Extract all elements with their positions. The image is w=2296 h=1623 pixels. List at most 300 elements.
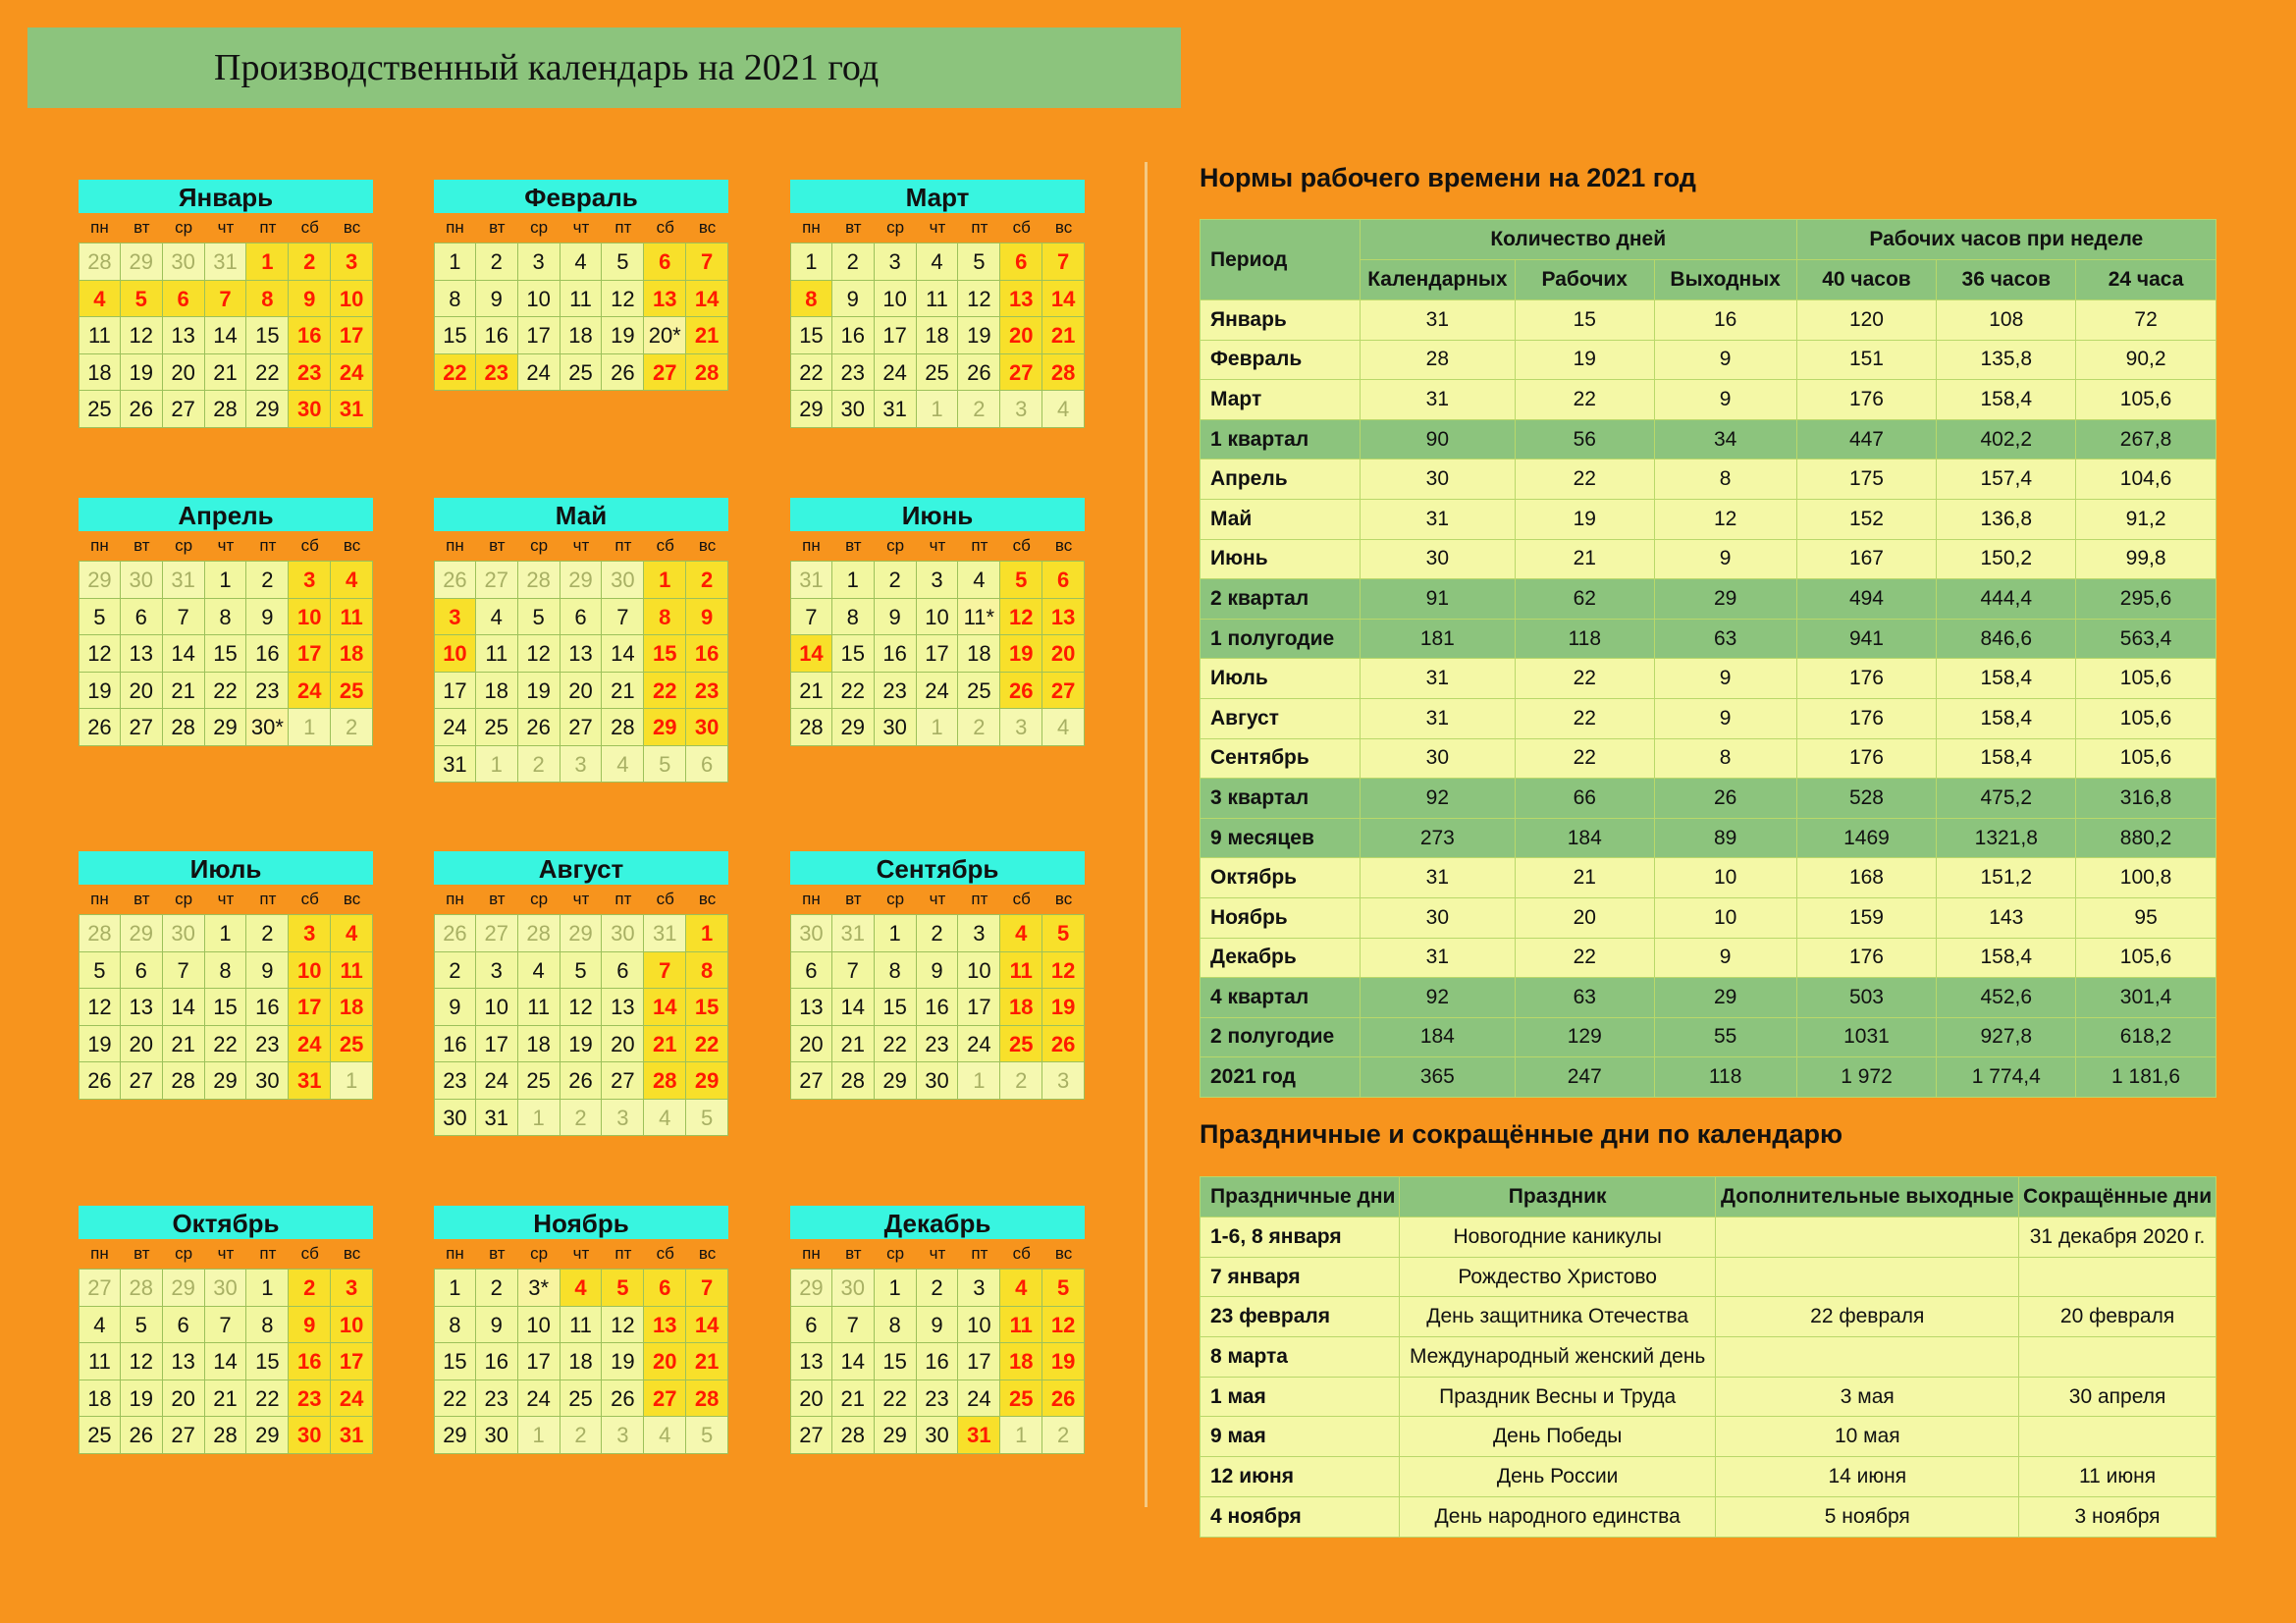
day-cell: 10 <box>518 281 561 318</box>
holiday-header: Праздничные дни <box>1201 1177 1400 1217</box>
day-cell: 30 <box>476 1417 518 1454</box>
day-cell: 1 <box>518 1417 561 1454</box>
day-cell: 30 <box>917 1062 959 1100</box>
day-cell: 5 <box>686 1417 728 1454</box>
value-cell: 267,8 <box>2076 419 2216 460</box>
day-cell: 7 <box>832 1307 875 1344</box>
day-cell: 12 <box>79 635 121 673</box>
holiday-cell: 22 февраля <box>1716 1297 2019 1337</box>
weekday-label: ср <box>886 1244 905 1263</box>
value-cell: 880,2 <box>2076 818 2216 858</box>
day-cell: 17 <box>289 989 331 1026</box>
day-cell: 5 <box>121 1307 163 1344</box>
day-cell: 29 <box>205 1062 247 1100</box>
weekday-label: ср <box>530 890 549 908</box>
weekday-label: пн <box>90 890 109 908</box>
day-cell: 25 <box>561 1380 603 1418</box>
day-cell: 5 <box>518 599 561 636</box>
day-cell: 25 <box>518 1062 561 1100</box>
day-cell: 10 <box>289 599 331 636</box>
weekday-label: пн <box>90 218 109 237</box>
day-cell: 7 <box>832 952 875 990</box>
day-cell: 2 <box>958 709 1000 746</box>
value-cell: 22 <box>1515 659 1654 699</box>
weekday-label: сб <box>300 536 319 555</box>
value-cell: 26 <box>1654 779 1796 819</box>
day-cell: 9 <box>686 599 728 636</box>
day-cell: 28 <box>121 1270 163 1307</box>
week-row <box>790 599 1085 636</box>
subheader: 24 часа <box>2076 260 2216 300</box>
week-row <box>79 1269 373 1307</box>
day-cell: 2 <box>561 1100 603 1137</box>
weekday-label: чт <box>929 890 946 908</box>
day-cell: 22 <box>434 1380 476 1418</box>
value-cell: 90 <box>1360 419 1515 460</box>
day-cell: 6 <box>121 599 163 636</box>
month-name: Апрель <box>79 498 373 531</box>
day-cell: 20 <box>561 673 603 710</box>
holiday-cell <box>2019 1337 2216 1378</box>
weekday-label: пт <box>971 890 988 908</box>
day-cell: 2 <box>476 243 518 281</box>
day-cell: 19 <box>121 354 163 392</box>
value-cell: 273 <box>1360 818 1515 858</box>
month-calendar <box>790 498 1085 746</box>
weekday-label: чт <box>929 218 946 237</box>
weekday-label: чт <box>217 536 235 555</box>
weekday-label: сб <box>1012 218 1031 237</box>
day-cell: 2 <box>434 952 476 990</box>
value-cell: 176 <box>1796 938 1937 978</box>
value-cell: 15 <box>1515 300 1654 341</box>
day-cell: 6 <box>1000 243 1042 281</box>
day-cell: 16 <box>289 1343 331 1380</box>
weekday-label: вт <box>845 1244 862 1263</box>
day-cell: 13 <box>121 635 163 673</box>
day-cell: 8 <box>832 599 875 636</box>
table-row <box>1201 818 2216 858</box>
week-row <box>434 914 728 952</box>
day-cell: 18 <box>476 673 518 710</box>
day-cell: 16 <box>434 1026 476 1063</box>
weekday-header <box>79 1239 373 1269</box>
day-cell: 16 <box>246 989 289 1026</box>
day-cell: 21 <box>1042 317 1085 354</box>
day-cell: 26 <box>1042 1026 1085 1063</box>
table-row <box>1201 938 2216 978</box>
week-row <box>79 391 373 428</box>
month-name: Июль <box>79 851 373 885</box>
weekday-header <box>790 1239 1085 1269</box>
day-cell: 22 <box>832 673 875 710</box>
day-cell: 21 <box>790 673 832 710</box>
day-cell: 23 <box>289 1380 331 1418</box>
week-row <box>790 1307 1085 1344</box>
day-cell: 12 <box>1042 952 1085 990</box>
day-cell: 5 <box>602 1270 644 1307</box>
holiday-cell <box>2019 1417 2216 1457</box>
day-cell: 24 <box>476 1062 518 1100</box>
day-cell: 5 <box>1042 1270 1085 1307</box>
value-cell: 31 <box>1360 300 1515 341</box>
value-cell: 29 <box>1654 579 1796 620</box>
day-cell: 31 <box>476 1100 518 1137</box>
day-cell: 2 <box>518 746 561 784</box>
day-cell: 30 <box>602 915 644 952</box>
holiday-cell: 3 ноября <box>2019 1496 2216 1537</box>
day-cell: 21 <box>602 673 644 710</box>
day-cell: 21 <box>686 317 728 354</box>
week-row <box>79 354 373 392</box>
table-row <box>1201 579 2216 620</box>
day-cell: 11 <box>79 1343 121 1380</box>
day-cell: 4 <box>958 562 1000 599</box>
week-row <box>790 317 1085 354</box>
value-cell: 1469 <box>1796 818 1937 858</box>
weekday-label: пт <box>614 1244 632 1263</box>
week-row <box>790 952 1085 990</box>
value-cell: 12 <box>1654 499 1796 539</box>
day-cell: 30 <box>790 915 832 952</box>
day-cell: 27 <box>163 1417 205 1454</box>
week-row <box>790 1343 1085 1380</box>
day-cell: 19 <box>79 673 121 710</box>
weekday-label: чт <box>572 1244 590 1263</box>
day-cell: 3 <box>917 562 959 599</box>
day-cell: 3* <box>518 1270 561 1307</box>
day-cell: 5 <box>602 243 644 281</box>
day-cell: 2 <box>246 915 289 952</box>
day-cell: 13 <box>1042 599 1085 636</box>
week-row <box>79 281 373 318</box>
holiday-cell: 1 мая <box>1201 1377 1400 1417</box>
day-cell: 2 <box>917 1270 959 1307</box>
day-cell: 16 <box>686 635 728 673</box>
day-cell: 5 <box>561 952 603 990</box>
month-calendar <box>790 180 1085 428</box>
day-cell: 22 <box>434 354 476 392</box>
value-cell: 108 <box>1937 300 2076 341</box>
weekday-label: чт <box>572 536 590 555</box>
header-days: Количество дней <box>1360 220 1796 260</box>
month-calendar <box>434 1206 728 1454</box>
weekday-label: ср <box>175 1244 193 1263</box>
weekday-label: сб <box>1012 536 1031 555</box>
value-cell: 10 <box>1654 858 1796 898</box>
day-cell: 29 <box>121 915 163 952</box>
weekday-label: вс <box>1054 536 1073 555</box>
period-cell: 1 полугодие <box>1201 619 1361 659</box>
day-cell: 1 <box>1000 1417 1042 1454</box>
table-row <box>1201 779 2216 819</box>
day-cell: 14 <box>163 635 205 673</box>
holiday-cell: 4 ноября <box>1201 1496 1400 1537</box>
day-cell: 21 <box>163 1026 205 1063</box>
table-row <box>1201 659 2216 699</box>
day-cell: 15 <box>205 989 247 1026</box>
value-cell: 503 <box>1796 978 1937 1018</box>
day-cell: 17 <box>518 317 561 354</box>
day-cell: 14 <box>686 1307 728 1344</box>
day-cell: 7 <box>163 599 205 636</box>
value-cell: 91 <box>1360 579 1515 620</box>
day-cell: 12 <box>958 281 1000 318</box>
day-cell: 4 <box>518 952 561 990</box>
weekday-label: вт <box>845 890 862 908</box>
table-row <box>1201 1457 2216 1497</box>
day-cell: 28 <box>790 709 832 746</box>
holiday-cell <box>1716 1217 2019 1258</box>
day-cell: 26 <box>561 1062 603 1100</box>
day-cell: 31 <box>832 915 875 952</box>
day-cell: 16 <box>476 317 518 354</box>
day-cell: 24 <box>958 1026 1000 1063</box>
weekday-label: сб <box>1012 1244 1031 1263</box>
week-row <box>790 1062 1085 1100</box>
value-cell: 20 <box>1515 897 1654 938</box>
month-calendar <box>434 498 728 783</box>
day-cell: 8 <box>205 952 247 990</box>
holiday-cell: 30 апреля <box>2019 1377 2216 1417</box>
week-row <box>790 1269 1085 1307</box>
period-cell: Май <box>1201 499 1361 539</box>
weekday-label: вс <box>343 1244 361 1263</box>
day-cell: 22 <box>790 354 832 392</box>
day-cell: 30 <box>832 1270 875 1307</box>
day-cell: 9 <box>246 599 289 636</box>
value-cell: 1 972 <box>1796 1057 1937 1098</box>
weekday-label: вт <box>489 218 506 237</box>
value-cell: 22 <box>1515 460 1654 500</box>
day-cell: 22 <box>205 673 247 710</box>
table-row <box>1201 1017 2216 1057</box>
month-name: Май <box>434 498 728 531</box>
day-cell: 11 <box>1000 952 1042 990</box>
value-cell: 8 <box>1654 460 1796 500</box>
weekday-label: чт <box>929 536 946 555</box>
holiday-cell: День народного единства <box>1399 1496 1716 1537</box>
day-cell: 21 <box>644 1026 686 1063</box>
weekday-header <box>434 885 728 914</box>
value-cell: 316,8 <box>2076 779 2216 819</box>
week-row <box>79 317 373 354</box>
day-cell: 26 <box>518 709 561 746</box>
table-row <box>1201 419 2216 460</box>
day-cell: 24 <box>875 354 917 392</box>
value-cell: 158,4 <box>1937 938 2076 978</box>
day-cell: 11 <box>476 635 518 673</box>
day-cell: 1 <box>205 562 247 599</box>
day-cell: 14 <box>686 281 728 318</box>
day-cell: 21 <box>686 1343 728 1380</box>
day-cell: 27 <box>476 915 518 952</box>
period-cell: 1 квартал <box>1201 419 1361 460</box>
day-cell: 4 <box>644 1417 686 1454</box>
day-cell: 3 <box>289 562 331 599</box>
day-cell: 4 <box>79 1307 121 1344</box>
day-cell: 23 <box>246 1026 289 1063</box>
day-cell: 9 <box>832 281 875 318</box>
week-row <box>79 1380 373 1418</box>
day-cell: 29 <box>79 562 121 599</box>
day-cell: 1 <box>875 915 917 952</box>
value-cell: 105,6 <box>2076 698 2216 738</box>
value-cell: 143 <box>1937 897 2076 938</box>
day-cell: 2 <box>476 1270 518 1307</box>
day-cell: 26 <box>121 1417 163 1454</box>
day-cell: 8 <box>790 281 832 318</box>
day-cell: 27 <box>121 1062 163 1100</box>
period-cell: 2 полугодие <box>1201 1017 1361 1057</box>
value-cell: 1321,8 <box>1937 818 2076 858</box>
weekday-label: ср <box>175 890 193 908</box>
period-cell: Ноябрь <box>1201 897 1361 938</box>
day-cell: 31 <box>790 562 832 599</box>
value-cell: 66 <box>1515 779 1654 819</box>
day-cell: 8 <box>875 952 917 990</box>
day-cell: 23 <box>289 354 331 392</box>
day-cell: 16 <box>917 989 959 1026</box>
day-cell: 14 <box>163 989 205 1026</box>
week-row <box>790 1380 1085 1418</box>
weekday-label: ср <box>175 218 193 237</box>
day-cell: 2 <box>246 562 289 599</box>
holiday-cell: 11 июня <box>2019 1457 2216 1497</box>
day-cell: 29 <box>121 243 163 281</box>
day-cell: 10 <box>331 1307 373 1344</box>
day-cell: 18 <box>1000 989 1042 1026</box>
period-cell: 2 квартал <box>1201 579 1361 620</box>
day-cell: 20* <box>644 317 686 354</box>
day-cell: 30 <box>875 709 917 746</box>
day-cell: 8 <box>246 281 289 318</box>
weekday-label: пт <box>971 1244 988 1263</box>
day-cell: 25 <box>561 354 603 392</box>
day-cell: 3 <box>875 243 917 281</box>
weekday-label: пн <box>446 1244 464 1263</box>
table-row <box>1201 1257 2216 1297</box>
weekday-header <box>790 531 1085 561</box>
day-cell: 3 <box>289 915 331 952</box>
value-cell: 129 <box>1515 1017 1654 1057</box>
day-cell: 3 <box>602 1417 644 1454</box>
day-cell: 20 <box>1000 317 1042 354</box>
day-cell: 17 <box>958 1343 1000 1380</box>
period-cell: Февраль <box>1201 340 1361 380</box>
day-cell: 24 <box>917 673 959 710</box>
weekday-label: ср <box>530 1244 549 1263</box>
week-row <box>79 635 373 673</box>
weekday-label: пт <box>259 218 277 237</box>
value-cell: 184 <box>1515 818 1654 858</box>
day-cell: 1 <box>917 709 959 746</box>
value-cell: 452,6 <box>1937 978 2076 1018</box>
day-cell: 23 <box>875 673 917 710</box>
value-cell: 136,8 <box>1937 499 2076 539</box>
day-cell: 21 <box>832 1380 875 1418</box>
day-cell: 23 <box>686 673 728 710</box>
table-row <box>1201 300 2216 341</box>
day-cell: 1 <box>875 1270 917 1307</box>
period-cell: 9 месяцев <box>1201 818 1361 858</box>
day-cell: 25 <box>331 1026 373 1063</box>
day-cell: 3 <box>958 1270 1000 1307</box>
day-cell: 11 <box>79 317 121 354</box>
day-cell: 12 <box>602 281 644 318</box>
holiday-cell: 10 мая <box>1716 1417 2019 1457</box>
value-cell: 295,6 <box>2076 579 2216 620</box>
value-cell: 105,6 <box>2076 938 2216 978</box>
month-name: Ноябрь <box>434 1206 728 1239</box>
week-row <box>79 1026 373 1063</box>
month-name: Октябрь <box>79 1206 373 1239</box>
weekday-label: вт <box>133 536 150 555</box>
day-cell: 23 <box>476 1380 518 1418</box>
week-row <box>790 1417 1085 1454</box>
day-cell: 19 <box>561 1026 603 1063</box>
value-cell: 494 <box>1796 579 1937 620</box>
day-cell: 27 <box>561 709 603 746</box>
subheader: Выходных <box>1654 260 1796 300</box>
day-cell: 1 <box>832 562 875 599</box>
day-cell: 27 <box>1000 354 1042 392</box>
value-cell: 618,2 <box>2076 1017 2216 1057</box>
day-cell: 28 <box>686 354 728 392</box>
value-cell: 927,8 <box>1937 1017 2076 1057</box>
day-cell: 14 <box>205 1343 247 1380</box>
holiday-cell: День защитника Отечества <box>1399 1297 1716 1337</box>
day-cell: 5 <box>1000 562 1042 599</box>
day-cell: 20 <box>121 673 163 710</box>
day-cell: 19 <box>602 317 644 354</box>
day-cell: 18 <box>561 317 603 354</box>
day-cell: 30 <box>686 709 728 746</box>
day-cell: 13 <box>1000 281 1042 318</box>
weekday-label: пт <box>971 536 988 555</box>
day-cell: 19 <box>1042 1343 1085 1380</box>
day-cell: 10 <box>476 989 518 1026</box>
weekday-label: ср <box>886 890 905 908</box>
week-row <box>790 561 1085 599</box>
value-cell: 158,4 <box>1937 659 2076 699</box>
day-cell: 29 <box>790 1270 832 1307</box>
day-cell: 1 <box>476 746 518 784</box>
month-calendar <box>79 180 373 428</box>
day-cell: 17 <box>875 317 917 354</box>
divider <box>1145 162 1148 1507</box>
day-cell: 4 <box>917 243 959 281</box>
day-cell: 19 <box>121 1380 163 1418</box>
table-row <box>1201 897 2216 938</box>
day-cell: 4 <box>1042 391 1085 428</box>
week-row <box>79 1417 373 1454</box>
day-cell: 4 <box>561 243 603 281</box>
day-cell: 5 <box>79 952 121 990</box>
day-cell: 10 <box>958 952 1000 990</box>
day-cell: 9 <box>875 599 917 636</box>
day-cell: 13 <box>561 635 603 673</box>
table-row <box>1201 1297 2216 1337</box>
day-cell: 7 <box>644 952 686 990</box>
day-cell: 1 <box>518 1100 561 1137</box>
week-row <box>434 1380 728 1418</box>
week-row <box>434 952 728 990</box>
day-cell: 3 <box>434 599 476 636</box>
holiday-cell: 12 июня <box>1201 1457 1400 1497</box>
day-cell: 6 <box>644 1270 686 1307</box>
weekday-header <box>79 213 373 243</box>
